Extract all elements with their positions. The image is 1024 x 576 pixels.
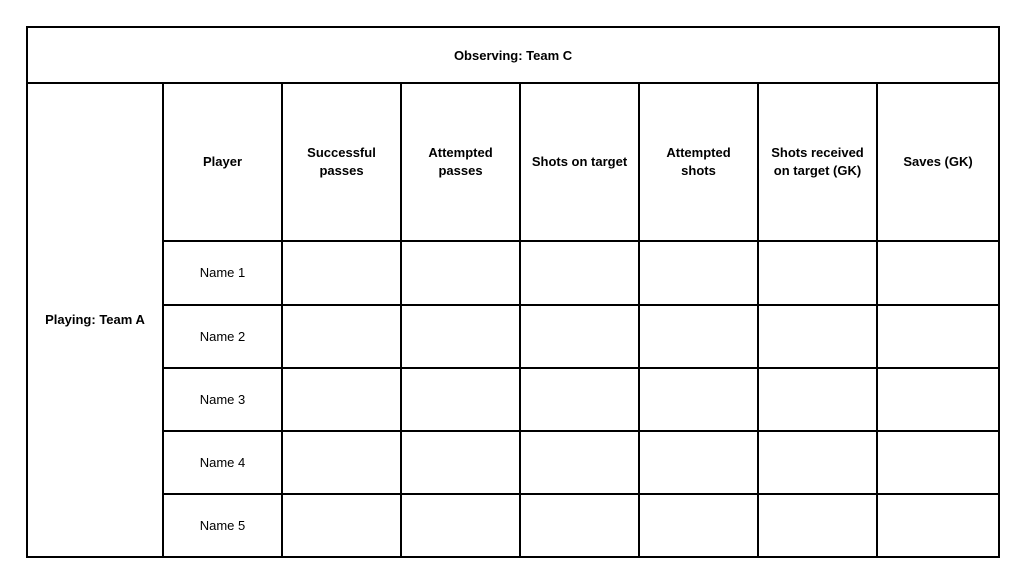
team-label: Playing: Team A [27, 83, 163, 557]
column-header-successful-passes: Successful passes [282, 83, 401, 241]
stat-cell[interactable] [282, 241, 401, 304]
table-row [27, 241, 999, 304]
player-name: Name 4 [163, 431, 282, 494]
stat-cell[interactable] [758, 305, 877, 368]
stat-cell[interactable] [401, 494, 520, 557]
stat-cell[interactable] [758, 431, 877, 494]
table-row [27, 494, 999, 557]
stat-cell[interactable] [758, 241, 877, 304]
stat-cell[interactable] [639, 305, 758, 368]
player-name: Name 2 [163, 305, 282, 368]
stat-cell[interactable] [639, 494, 758, 557]
stat-cell[interactable] [639, 431, 758, 494]
stat-cell[interactable] [758, 368, 877, 431]
column-header-saves-gk: Saves (GK) [877, 83, 999, 241]
player-name: Name 5 [163, 494, 282, 557]
stat-cell[interactable] [401, 305, 520, 368]
stat-cell[interactable] [877, 431, 999, 494]
table-row [27, 431, 999, 494]
stat-cell[interactable] [877, 241, 999, 304]
header-row [27, 83, 999, 241]
stat-cell[interactable] [520, 368, 639, 431]
stat-cell[interactable] [877, 494, 999, 557]
column-header-shots-received-gk: Shots received on target (GK) [758, 83, 877, 241]
player-name: Name 1 [163, 241, 282, 304]
stat-cell[interactable] [401, 241, 520, 304]
stat-cell[interactable] [282, 368, 401, 431]
sheet-title: Observing: Team C [27, 27, 999, 83]
stat-cell[interactable] [282, 494, 401, 557]
column-header-shots-on-target: Shots on target [520, 83, 639, 241]
stat-cell[interactable] [401, 431, 520, 494]
observation-sheet [26, 26, 998, 558]
stat-cell[interactable] [520, 241, 639, 304]
stat-cell[interactable] [401, 368, 520, 431]
stat-cell[interactable] [877, 305, 999, 368]
player-name: Name 3 [163, 368, 282, 431]
column-header-attempted-shots: Attempted shots [639, 83, 758, 241]
stat-cell[interactable] [520, 431, 639, 494]
column-header-player: Player [163, 83, 282, 241]
stat-cell[interactable] [282, 431, 401, 494]
stat-cell[interactable] [639, 368, 758, 431]
stat-cell[interactable] [520, 305, 639, 368]
column-header-attempted-passes: Attempted passes [401, 83, 520, 241]
table-row [27, 368, 999, 431]
stat-cell[interactable] [758, 494, 877, 557]
stat-cell[interactable] [639, 241, 758, 304]
title-row [27, 27, 999, 83]
stats-table [26, 26, 1000, 558]
stat-cell[interactable] [282, 305, 401, 368]
stat-cell[interactable] [520, 494, 639, 557]
stat-cell[interactable] [877, 368, 999, 431]
table-row [27, 305, 999, 368]
